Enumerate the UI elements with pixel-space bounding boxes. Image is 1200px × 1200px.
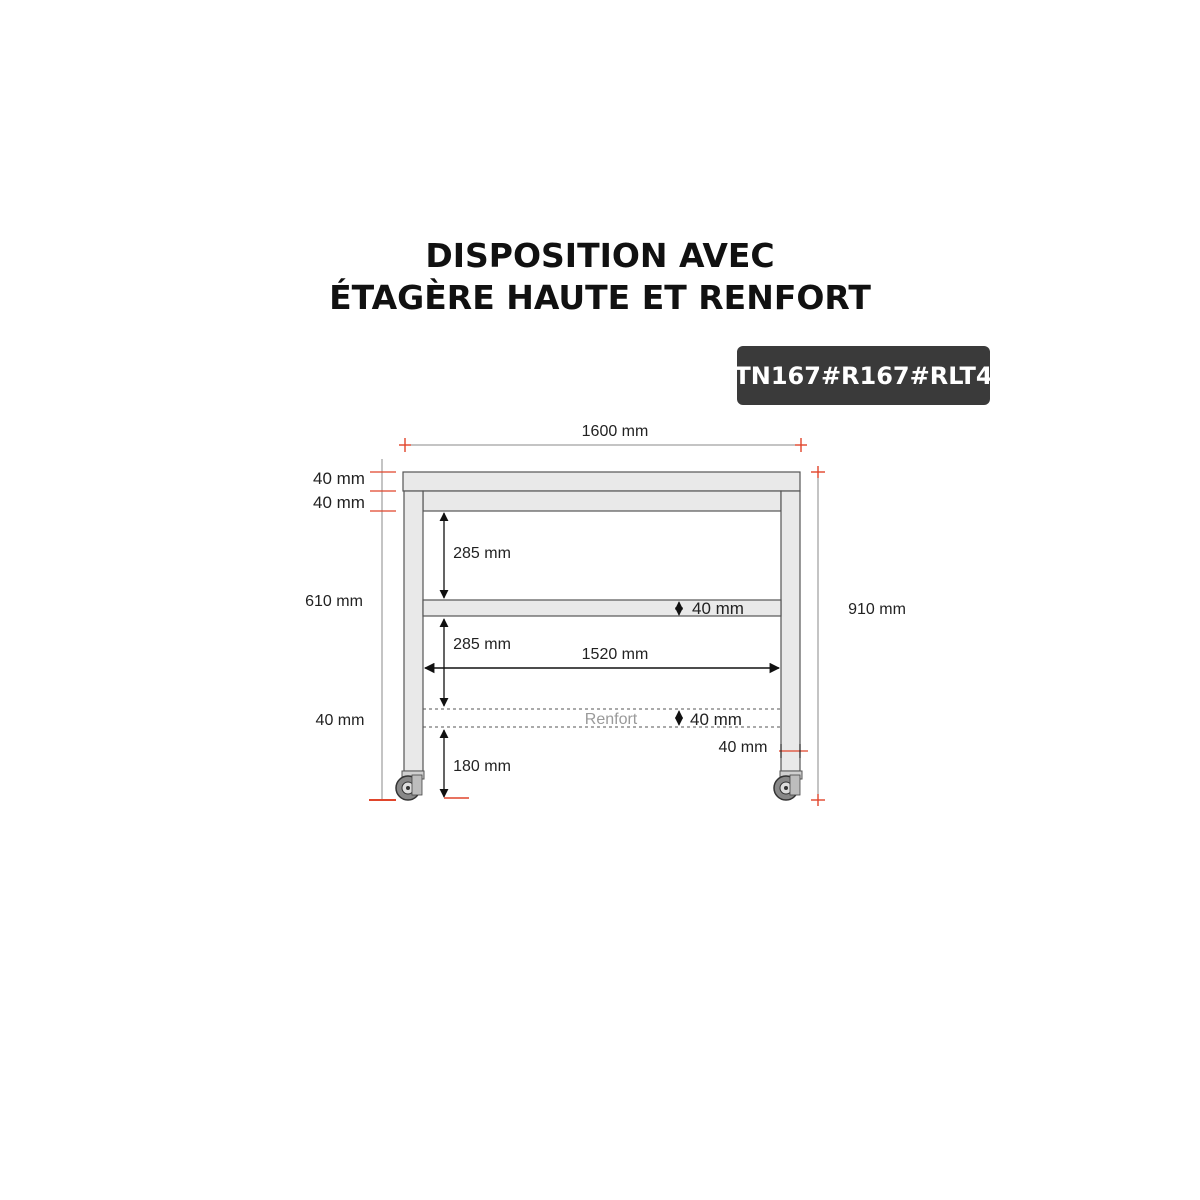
title-line-2: ÉTAGÈRE HAUTE ET RENFORT bbox=[329, 278, 871, 317]
reference-badge: TN167#R167#RLT4 bbox=[737, 346, 990, 405]
side-610-label: 610 mm bbox=[305, 593, 363, 610]
upper-gap-label: 285 mm bbox=[453, 545, 511, 562]
left-leg bbox=[404, 491, 423, 771]
overall-width-dimension bbox=[399, 423, 807, 452]
table-top bbox=[403, 472, 800, 491]
overall-height-dimension bbox=[811, 466, 906, 806]
left-40-label: 40 mm bbox=[315, 712, 365, 729]
overall-width-label: 1600 mm bbox=[581, 423, 649, 440]
renfort-dimension bbox=[585, 710, 742, 729]
top-thickness-label: 40 mm bbox=[313, 469, 365, 488]
bottom-clearance-label: 180 mm bbox=[453, 758, 511, 775]
inner-width-label: 1520 mm bbox=[581, 646, 649, 663]
shelf-thickness-label: 40 mm bbox=[692, 599, 744, 618]
right-leg bbox=[781, 491, 800, 771]
lower-gap-label: 285 mm bbox=[453, 636, 511, 653]
inner-vertical-dimensions bbox=[444, 513, 511, 798]
right-caster bbox=[774, 771, 802, 800]
renfort-label: Renfort bbox=[584, 711, 638, 728]
title-line-1: DISPOSITION AVEC bbox=[425, 236, 775, 275]
left-caster bbox=[396, 771, 424, 800]
apron bbox=[423, 491, 781, 511]
leg-width-label: 40 mm bbox=[718, 739, 768, 756]
overall-height-label: 910 mm bbox=[848, 601, 906, 618]
apron-height-label: 40 mm bbox=[313, 493, 365, 512]
renfort-thickness-label: 40 mm bbox=[690, 710, 742, 729]
left-side-dimensions bbox=[305, 459, 396, 800]
